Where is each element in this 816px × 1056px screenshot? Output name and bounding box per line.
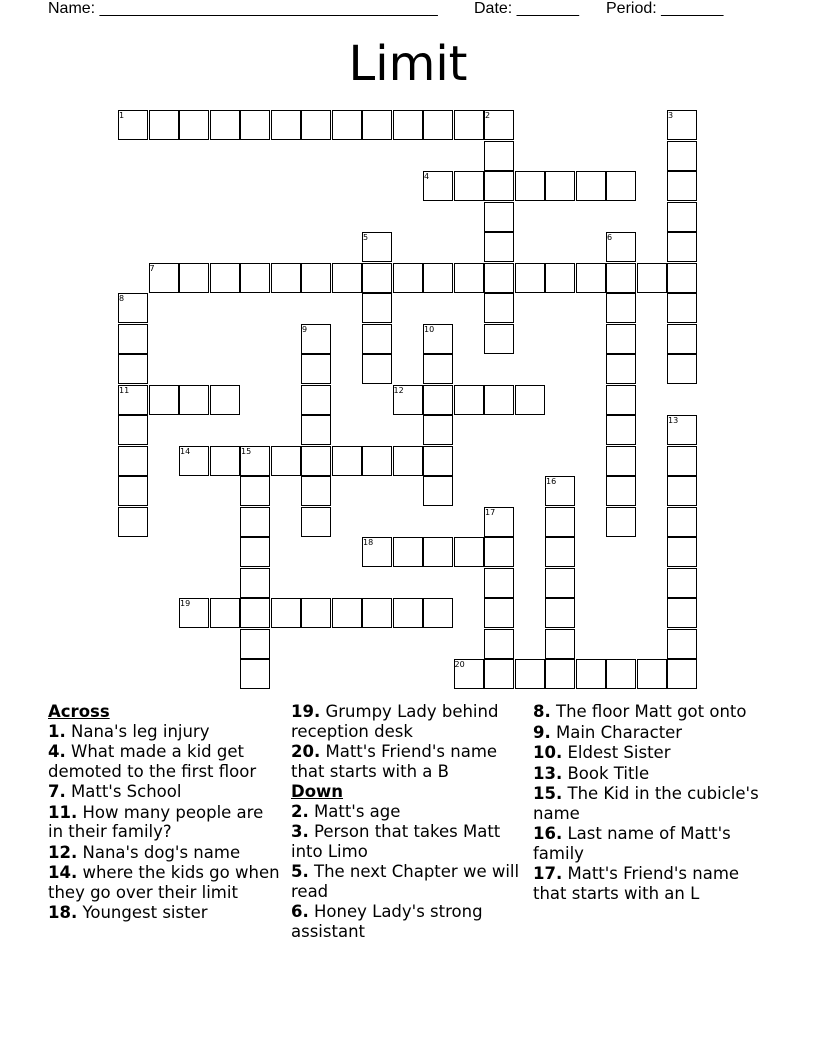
clue-number: 16	[546, 477, 557, 486]
grid-cell[interactable]	[484, 171, 514, 201]
grid-cell[interactable]	[667, 446, 697, 476]
grid-cell[interactable]	[606, 507, 636, 537]
clue-number: 19	[180, 599, 191, 608]
grid-cell[interactable]	[240, 476, 270, 506]
grid-cell[interactable]	[484, 263, 514, 293]
across-clue-list-continued	[291, 702, 523, 781]
grid-cell[interactable]	[576, 263, 606, 293]
clue-num: 13.	[533, 763, 563, 783]
clue-item	[533, 723, 768, 743]
grid-cell[interactable]	[362, 293, 392, 323]
clue-number: 7	[149, 263, 155, 273]
clue-text: where the kids go when they go over their limit	[48, 863, 280, 902]
down-clue-list	[291, 802, 523, 942]
grid-cell[interactable]	[362, 324, 392, 354]
grid-cell[interactable]	[301, 507, 331, 537]
clue-number: 20	[454, 660, 465, 669]
grid-cell[interactable]	[484, 324, 514, 354]
grid-cell[interactable]	[667, 354, 697, 384]
clue-item	[533, 784, 768, 823]
clue-num: 7.	[48, 782, 66, 801]
grid-cell[interactable]	[606, 659, 636, 689]
grid-cell[interactable]	[301, 354, 331, 384]
grid-cell[interactable]	[484, 385, 514, 415]
grid-cell[interactable]	[118, 354, 148, 384]
grid-cell[interactable]	[484, 598, 514, 628]
grid-cell[interactable]	[301, 446, 331, 476]
grid-cell[interactable]	[393, 110, 423, 140]
grid-cell[interactable]	[240, 568, 270, 598]
clue-number: 4	[424, 172, 430, 181]
clue-item	[291, 702, 523, 741]
grid-cell[interactable]	[515, 385, 545, 415]
grid-cell[interactable]	[271, 263, 301, 293]
grid-cell[interactable]	[332, 598, 362, 628]
grid-cell[interactable]	[545, 171, 575, 201]
grid-cell[interactable]	[637, 263, 667, 293]
clue-item	[291, 742, 523, 781]
clue-text: Matt's School	[71, 782, 182, 801]
grid-cell[interactable]	[179, 110, 209, 140]
grid-cell[interactable]	[301, 110, 331, 140]
grid-cell[interactable]	[240, 110, 270, 140]
clue-text: Honey Lady's strong assistant	[291, 902, 483, 941]
clue-num: 2.	[291, 801, 309, 821]
grid-cell[interactable]	[149, 110, 179, 140]
grid-cell[interactable]	[576, 171, 606, 201]
grid-cell[interactable]	[210, 446, 240, 476]
clues-column-1	[48, 702, 283, 924]
grid-cell[interactable]	[515, 171, 545, 201]
grid-cell[interactable]	[667, 507, 697, 537]
clue-num: 17.	[533, 864, 563, 883]
clue-item	[48, 843, 283, 863]
grid-cell[interactable]	[393, 263, 423, 293]
grid-cell[interactable]	[606, 293, 636, 323]
clue-number: 1	[119, 111, 125, 120]
clue-num: 15.	[533, 784, 563, 803]
across-heading: Across	[48, 702, 110, 721]
grid-cell[interactable]	[240, 598, 270, 628]
clue-item	[291, 822, 523, 861]
grid-cell[interactable]	[545, 568, 575, 598]
grid-cell[interactable]	[484, 568, 514, 598]
clue-number: 18	[363, 538, 374, 547]
clue-text: Grumpy Lady behind reception desk	[291, 702, 499, 741]
clue-text: The Kid in the cubicle's name	[533, 784, 759, 823]
grid-cell[interactable]	[515, 659, 545, 689]
clue-num: 14.	[48, 863, 78, 882]
grid-cell[interactable]	[332, 263, 362, 293]
clue-num: 4.	[48, 742, 66, 761]
grid-cell[interactable]	[667, 232, 697, 262]
grid-cell[interactable]	[423, 537, 453, 567]
clue-number: 10	[424, 324, 435, 334]
grid-cell[interactable]	[301, 476, 331, 506]
clue-number: 5	[363, 233, 369, 242]
grid-cell[interactable]	[149, 385, 179, 415]
clue-text: Matt's age	[314, 801, 401, 821]
grid-cell[interactable]	[545, 598, 575, 628]
clue-num: 1.	[48, 721, 66, 741]
grid-cell[interactable]	[423, 476, 453, 506]
grid-cell[interactable]	[576, 659, 606, 689]
clue-num: 11.	[48, 802, 78, 822]
grid-cell[interactable]	[393, 537, 423, 567]
clue-num: 5.	[291, 862, 309, 881]
grid-cell[interactable]	[423, 354, 453, 384]
grid-cell[interactable]	[271, 446, 301, 476]
grid-cell[interactable]	[362, 446, 392, 476]
clue-num: 12.	[48, 842, 78, 862]
grid-cell[interactable]	[301, 598, 331, 628]
clue-number: 8	[119, 294, 125, 303]
clue-text: Person that takes Matt into Limo	[291, 822, 501, 861]
clue-number: 14	[180, 446, 191, 456]
grid-cell[interactable]	[301, 415, 331, 445]
grid-cell[interactable]	[118, 324, 148, 354]
grid-cell[interactable]	[667, 263, 697, 293]
clue-text: The next Chapter we will read	[291, 862, 520, 901]
grid-cell[interactable]	[240, 629, 270, 659]
clue-num: 6.	[291, 902, 309, 921]
grid-cell[interactable]	[454, 110, 484, 140]
grid-cell[interactable]	[423, 598, 453, 628]
down-heading: Down	[291, 782, 344, 801]
grid-cell[interactable]	[301, 263, 331, 293]
grid-cell[interactable]	[423, 446, 453, 476]
grid-cell[interactable]	[118, 415, 148, 445]
grid-cell[interactable]	[210, 385, 240, 415]
grid-cell[interactable]	[484, 659, 514, 689]
grid-cell[interactable]	[423, 385, 453, 415]
clue-item	[48, 903, 283, 923]
clue-num: 10.	[533, 743, 563, 762]
clue-num: 18.	[48, 903, 78, 922]
clue-num: 9.	[533, 722, 551, 742]
clue-item	[533, 764, 768, 784]
grid-cell[interactable]	[271, 110, 301, 140]
grid-cell[interactable]	[240, 537, 270, 567]
grid-cell[interactable]	[606, 263, 636, 293]
grid-cell[interactable]	[667, 171, 697, 201]
clue-number: 11	[119, 385, 130, 395]
grid-cell[interactable]	[332, 446, 362, 476]
clue-text: How many people are in their family?	[48, 802, 264, 841]
grid-cell[interactable]	[240, 507, 270, 537]
grid-cell[interactable]	[393, 598, 423, 628]
period-line: Period: _______	[606, 0, 724, 17]
clue-text: Matt's Friend's name that starts with a B	[291, 742, 498, 781]
grid-cell[interactable]	[454, 263, 484, 293]
grid-cell[interactable]	[606, 354, 636, 384]
grid-cell[interactable]	[301, 385, 331, 415]
clue-number: 12	[393, 385, 404, 395]
down-clue-list-continued	[533, 702, 768, 903]
grid-cell[interactable]	[545, 537, 575, 567]
grid-cell[interactable]	[240, 263, 270, 293]
grid-cell[interactable]	[484, 629, 514, 659]
grid-cell[interactable]	[606, 415, 636, 445]
clue-num: 20.	[291, 742, 321, 761]
grid-cell[interactable]	[667, 202, 697, 232]
grid-cell[interactable]	[362, 598, 392, 628]
grid-cell[interactable]	[454, 385, 484, 415]
grid-cell[interactable]	[118, 507, 148, 537]
grid-cell[interactable]	[667, 659, 697, 689]
clue-item	[291, 802, 523, 822]
clue-text: What made a kid get demoted to the first floor	[48, 742, 257, 781]
grid-cell[interactable]	[362, 110, 392, 140]
grid-cell[interactable]	[240, 659, 270, 689]
grid-cell[interactable]	[118, 476, 148, 506]
grid-cell[interactable]	[454, 537, 484, 567]
clue-number: 3	[668, 111, 674, 120]
clue-text: Matt's Friend's name that starts with an L	[533, 864, 740, 903]
grid-cell[interactable]	[484, 141, 514, 171]
clue-text: Youngest sister	[82, 903, 208, 922]
grid-cell[interactable]	[667, 598, 697, 628]
grid-cell[interactable]	[362, 263, 392, 293]
grid-cell[interactable]	[423, 415, 453, 445]
grid-cell[interactable]	[423, 110, 453, 140]
grid-cell[interactable]	[271, 598, 301, 628]
grid-cell[interactable]	[393, 446, 423, 476]
clue-text: Main Character	[556, 722, 683, 742]
grid-cell[interactable]	[606, 324, 636, 354]
clue-item	[48, 782, 283, 802]
clue-item	[48, 742, 283, 781]
grid-cell[interactable]	[637, 659, 667, 689]
clue-number: 9	[302, 324, 308, 334]
clue-text: Book Title	[567, 763, 650, 783]
grid-cell[interactable]	[606, 171, 636, 201]
across-clue-list	[48, 722, 283, 923]
grid-cell[interactable]	[667, 141, 697, 171]
grid-cell[interactable]	[606, 385, 636, 415]
grid-cell[interactable]	[667, 476, 697, 506]
clue-item	[48, 722, 283, 742]
clue-number: 15	[241, 446, 252, 456]
grid-cell[interactable]	[179, 385, 209, 415]
grid-cell[interactable]	[210, 263, 240, 293]
grid-cell[interactable]	[545, 659, 575, 689]
grid-cell[interactable]	[484, 202, 514, 232]
clue-item	[48, 803, 283, 842]
grid-cell[interactable]	[484, 232, 514, 262]
grid-cell[interactable]	[423, 263, 453, 293]
clue-text: Eldest Sister	[567, 743, 671, 762]
clues-column-3	[533, 702, 768, 904]
date-line: Date: _______	[474, 0, 579, 17]
grid-cell[interactable]	[667, 629, 697, 659]
grid-cell[interactable]	[606, 446, 636, 476]
clue-text: Last name of Matt's family	[533, 824, 731, 863]
clue-number: 17	[485, 507, 496, 517]
grid-cell[interactable]	[667, 324, 697, 354]
grid-cell[interactable]	[484, 293, 514, 323]
clue-number: 6	[607, 233, 613, 242]
clue-item	[291, 902, 523, 941]
clue-item	[533, 864, 768, 903]
clue-number: 13	[668, 416, 679, 425]
grid-cell[interactable]	[454, 171, 484, 201]
grid-cell[interactable]	[210, 598, 240, 628]
grid-cell[interactable]	[332, 110, 362, 140]
clue-item	[533, 824, 768, 863]
clue-text: Nana's leg injury	[71, 721, 210, 741]
name-line: Name: ______________________________________	[48, 0, 438, 17]
grid-cell[interactable]	[210, 110, 240, 140]
grid-cell[interactable]	[515, 263, 545, 293]
clues-column-2	[291, 702, 523, 942]
clue-num: 8.	[533, 702, 551, 721]
grid-cell[interactable]	[667, 537, 697, 567]
grid-cell[interactable]	[545, 263, 575, 293]
clue-text: Nana's dog's name	[82, 842, 241, 862]
clue-text: The floor Matt got onto	[556, 702, 747, 721]
grid-cell[interactable]	[545, 629, 575, 659]
grid-cell[interactable]	[362, 354, 392, 384]
grid-cell[interactable]	[667, 293, 697, 323]
clue-item	[533, 743, 768, 763]
clue-number: 2	[485, 111, 491, 120]
clue-num: 3.	[291, 822, 309, 841]
puzzle-title: Limit	[348, 36, 468, 92]
clue-num: 16.	[533, 824, 563, 843]
grid-cell[interactable]	[606, 476, 636, 506]
clue-item	[291, 862, 523, 901]
clue-num: 19.	[291, 702, 321, 721]
clue-item	[533, 702, 768, 722]
clue-item	[48, 863, 283, 902]
grid-cell[interactable]	[118, 446, 148, 476]
grid-cell[interactable]	[667, 568, 697, 598]
grid-cell[interactable]	[545, 507, 575, 537]
grid-cell[interactable]	[179, 263, 209, 293]
grid-cell[interactable]	[484, 537, 514, 567]
